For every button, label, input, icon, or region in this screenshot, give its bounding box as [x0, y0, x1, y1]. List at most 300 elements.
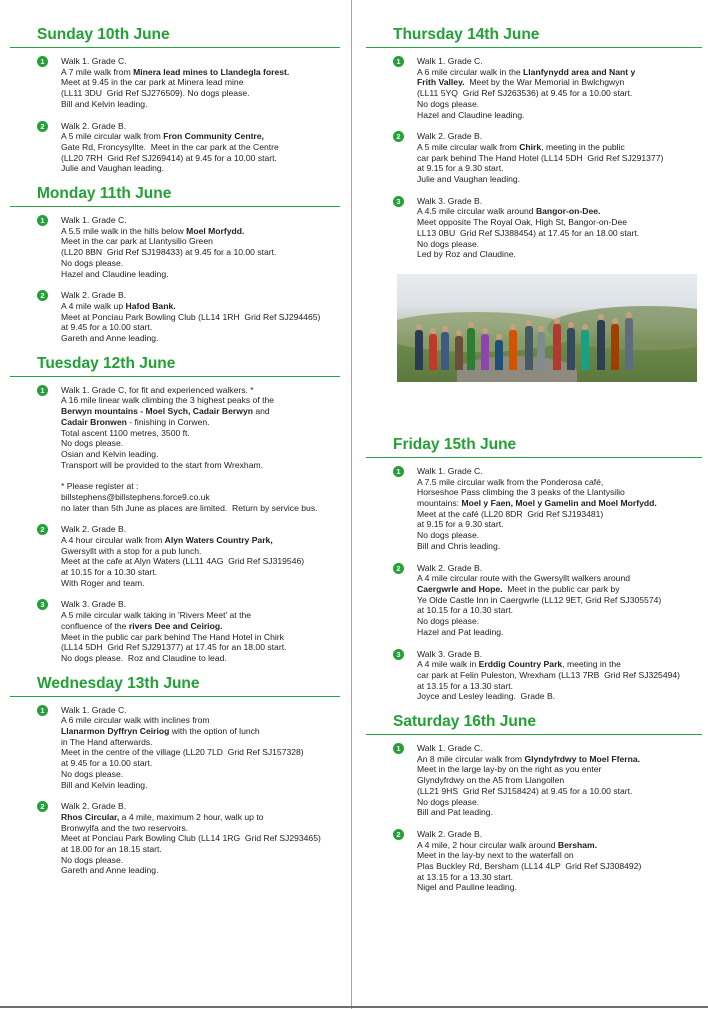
walk-location-text: Bersham.: [557, 839, 598, 850]
walker-figure: [415, 330, 423, 370]
walk-text-line: [61, 236, 340, 247]
walk-text-line: [61, 460, 340, 471]
walk-text: Walk 1. Grade C.: [61, 215, 127, 226]
walk-text: Total ascent 1100 metres, 3500 ft.: [61, 427, 190, 438]
walk-location-text: Berwyn mountains - Moel Sych, Cadair Berwyn: [61, 406, 253, 417]
walk-text-line: [61, 438, 340, 449]
walk-text-line: [61, 653, 340, 664]
walk-text: Meet at Ponciau Park Bowling Club (LL14 1RH Grid Ref SJ294465): [61, 311, 321, 322]
walk-text: A 7.5 mile circular walk from the Ponderosa café,: [417, 476, 604, 487]
walk-text-line: [61, 844, 340, 855]
walk-number-badge: 3: [393, 649, 404, 660]
walk-text: Bill and Kelvin leading.: [61, 779, 148, 790]
walk-text-line: [61, 812, 340, 823]
walk-text-line: [61, 406, 340, 417]
walk-text-line: [61, 535, 340, 546]
walk-text: No dogs please.: [417, 530, 480, 541]
walk-text-line: [417, 239, 702, 250]
walk-text: A 16 mile linear walk climbing the 3 highest peaks of the: [61, 395, 275, 406]
walk-text: A 4 hour circular walk from: [61, 534, 165, 545]
walk-text: A 4 mile circular route with the Gwersyllt walkers around: [417, 573, 631, 584]
day-heading: Tuesday 12th June: [10, 355, 340, 377]
walk-location-text: Moel y Faen, Moel y Gamelin and Moel Morfydd.: [461, 498, 657, 509]
walk-text: Walk 2. Grade B.: [417, 131, 483, 142]
walk-text: Plas Buckley Rd, Bersham (LL14 4LP Grid Ref SJ308492): [417, 861, 642, 872]
walk-text: Walk 1. Grade C.: [61, 704, 127, 715]
walk-text-line: [417, 595, 702, 606]
walk-text: Led by Roz and Claudine.: [417, 249, 516, 260]
walk-text-line: [61, 258, 340, 269]
walk-text-line: [417, 217, 702, 228]
bottom-rule: [0, 1006, 708, 1008]
walk-text: No dogs please.: [61, 768, 124, 779]
walk-text: Osian and Kelvin leading.: [61, 448, 159, 459]
walk-text-line: [417, 228, 702, 239]
walker-figure: [481, 334, 489, 370]
walk-text-line: [417, 163, 702, 174]
walk-text: Meet in the large lay-by on the right as you enter: [417, 764, 602, 775]
walk-text-line: [61, 833, 340, 844]
walk-text: A 4 mile walk in: [417, 659, 479, 670]
walk-text-line: [417, 681, 702, 692]
walk-text: Gwersyllt with a stop for a pub lunch.: [61, 545, 202, 556]
walk-text-line: [61, 417, 340, 428]
walk-text: at 10.15 for a 10.30 start.: [417, 605, 514, 616]
walker-figure: [597, 320, 605, 370]
walk-entry: [366, 743, 702, 818]
walk-number-badge: 1: [393, 56, 404, 67]
walk-text-line: [61, 322, 340, 333]
walk-number-badge: 1: [393, 743, 404, 754]
day-heading: Saturday 16th June: [366, 713, 702, 735]
walk-text-line: [61, 823, 340, 834]
walk-text-line: [61, 153, 340, 164]
walk-text-line: [61, 449, 340, 460]
walk-text-line: [61, 715, 340, 726]
walk-text-line: [417, 142, 702, 153]
walker-figure: [455, 336, 463, 370]
day-heading: Thursday 14th June: [366, 26, 702, 48]
walk-text: billstephens@billstephens.force9.co.uk: [61, 491, 210, 502]
walk-number-badge: 2: [37, 290, 48, 301]
walk-location-text: Caergwrle and Hope.: [417, 583, 503, 594]
walker-figure: [567, 328, 575, 370]
walk-text-line: [61, 546, 340, 557]
walk-entry: [366, 563, 702, 638]
walk-text-line: [61, 77, 340, 88]
walk-text: [61, 470, 63, 480]
walk-text: , meeting in the public: [541, 141, 625, 152]
walk-text: at 10.15 for a 10.30 start.: [61, 567, 158, 578]
walk-text-line: [417, 153, 702, 164]
walk-text-line: [417, 77, 702, 88]
walk-text-line: [61, 269, 340, 280]
walk-text-line: [417, 764, 702, 775]
walk-text-line: [61, 481, 340, 492]
walk-text: at 9.45 for a 10.00 start.: [61, 322, 153, 333]
walk-number-badge: 2: [393, 131, 404, 142]
walk-number-badge: 2: [37, 524, 48, 535]
walk-text: An 8 mile circular walk from: [417, 753, 525, 764]
walk-text: Bronwylfa and the two reservoirs.: [61, 822, 189, 833]
walk-text: A 4 mile, 2 hour circular walk around: [417, 839, 558, 850]
walk-text: A 5.5 mile walk in the hills below: [61, 225, 187, 236]
walk-text: (LL11 5YQ Grid Ref SJ263536) at 9.45 for a 10.00 start.: [417, 88, 633, 99]
walk-text: Meet at Ponciau Park Bowling Club (LL14 1RG Grid Ref SJ293465): [61, 833, 321, 844]
walk-text: LL13 0BU Grid Ref SJ388454) at 17.45 for an 18.00 start.: [417, 227, 640, 238]
walk-text-line: [61, 142, 340, 153]
walk-text: Ye Olde Castle Inn in Caergwrle (LL12 9ET, Grid Ref SJ305574): [417, 594, 662, 605]
walk-text: No dogs please.: [417, 238, 480, 249]
walk-text: Horseshoe Pass climbing the 3 peaks of the Llantysilio: [417, 487, 625, 498]
walk-entry: [10, 121, 340, 175]
walk-text: Walk 1. Grade C, for fit and experienced walkers. *: [61, 384, 254, 395]
walk-text-line: [417, 487, 702, 498]
walk-text: at 9.15 for a 9.30 start.: [417, 163, 504, 174]
walk-location-text: Minera lead mines to Llandegla forest.: [133, 66, 290, 77]
walk-text: car park behind The Hand Hotel (LL14 5DH Grid Ref SJ291377): [417, 152, 664, 163]
walk-text: Meet at the café (LL20 8DR Grid Ref SJ193481): [417, 508, 604, 519]
walk-text-line: [417, 509, 702, 520]
walk-text-line: [417, 605, 702, 616]
day-section: [366, 436, 702, 702]
walk-text-line: [417, 563, 702, 574]
walk-text: Meet in the lay-by next to the waterfall on: [417, 850, 574, 861]
walk-location-text: Erddig Country Park: [478, 659, 563, 670]
walk-text: Walk 2. Grade B.: [417, 828, 483, 839]
walk-location-text: Chirk: [519, 141, 542, 152]
walker-figure: [495, 340, 503, 370]
walk-entry: [366, 829, 702, 893]
walk-text: in The Hand afterwards.: [61, 736, 153, 747]
walker-figure: [441, 332, 449, 370]
walk-text: Walk 1. Grade C.: [417, 56, 483, 66]
walk-text: Walk 3. Grade B.: [417, 648, 483, 659]
walker-figure: [525, 326, 533, 370]
walk-text: Meet at 9.45 in the car park at Minera lead mine: [61, 77, 244, 88]
walker-figure: [581, 330, 589, 370]
walk-text-line: [417, 249, 702, 260]
walk-text: (LL11 3DU Grid Ref SJ276509). No dogs please.: [61, 88, 250, 99]
walk-text: Transport will be provided to the start from Wrexham.: [61, 459, 264, 470]
walker-figure: [611, 324, 619, 370]
walk-text-line: [417, 519, 702, 530]
walk-text: car park at Felin Puleston, Wrexham (LL13 7RB Grid Ref SJ325494): [417, 669, 681, 680]
walk-entry: [10, 524, 340, 588]
walk-entry: [366, 649, 702, 703]
walk-text: A 5 mile circular walk taking in 'Rivers Meet' at the: [61, 610, 252, 621]
walk-text: No dogs please.: [61, 257, 124, 268]
walk-text-line: [61, 226, 340, 237]
walk-text-line: [417, 659, 702, 670]
day-section: [366, 26, 702, 260]
walk-text: at 13.15 for a 13.30 start.: [417, 680, 514, 691]
walk-text: Walk 2. Grade B.: [61, 290, 127, 301]
right-column: [366, 26, 702, 904]
walk-text: Walk 2. Grade B.: [61, 524, 127, 535]
walk-text-line: [61, 578, 340, 589]
walker-figure: [467, 328, 475, 370]
walk-text: No dogs please.: [417, 796, 480, 807]
walk-text-line: [61, 121, 340, 132]
walk-location-text: Bangor-on-Dee.: [535, 206, 601, 217]
walk-location-text: Frith Valley.: [417, 77, 465, 88]
walk-text: at 13.15 for a 13.30 start.: [417, 871, 514, 882]
walk-text: (LL20 8BN Grid Ref SJ198433) at 9.45 for a 10.00 start.: [61, 247, 277, 258]
walk-text-line: [61, 503, 340, 514]
walk-text: Meet opposite The Royal Oak, High St, Bangor-on-Dee: [417, 217, 628, 228]
walk-text-line: [61, 428, 340, 439]
walk-text: Meet at the cafe at Alyn Waters (LL11 4AG Grid Ref SJ319546): [61, 556, 305, 567]
walk-text: Walk 2. Grade B.: [61, 801, 127, 812]
walk-text-line: [417, 861, 702, 872]
walk-location-text: Fron Community Centre,: [163, 131, 264, 142]
walk-text-line: [61, 780, 340, 791]
walk-text-line: [61, 621, 340, 632]
walk-text-line: [61, 290, 340, 301]
walk-text-line: [61, 301, 340, 312]
walk-location-text: Llanarmon Dyffryn Ceiriog: [61, 726, 170, 737]
walk-text-line: [61, 705, 340, 716]
walk-text-line: [61, 470, 340, 481]
walk-text: (LL20 7RH Grid Ref SJ269414) at 9.45 for a 10.00 start.: [61, 152, 277, 163]
walk-text: mountains:: [417, 498, 462, 509]
walk-text: Hazel and Pat leading.: [417, 626, 504, 637]
walk-text-line: [417, 573, 702, 584]
walk-text-line: [417, 743, 702, 754]
walk-text: Nigel and Pauline leading.: [417, 882, 517, 893]
walk-text: Bill and Chris leading.: [417, 540, 501, 551]
walk-text-line: [61, 737, 340, 748]
walk-text: A 5 mile circular walk from: [61, 131, 164, 142]
walk-text-line: [417, 196, 702, 207]
walk-text-line: [61, 247, 340, 258]
walker-figure: [429, 334, 437, 370]
walk-text: Walk 2. Grade B.: [61, 120, 127, 131]
walk-text-line: [61, 67, 340, 78]
day-section: [10, 26, 340, 174]
walk-text: Bill and Pat leading.: [417, 807, 493, 818]
walk-location-text: Moel Morfydd.: [186, 225, 245, 236]
walk-text-line: [417, 829, 702, 840]
walk-text-line: [417, 110, 702, 121]
walk-text-line: [61, 492, 340, 503]
walk-text-line: [61, 758, 340, 769]
walk-entry: [10, 290, 340, 344]
walk-text: Julie and Vaughan leading.: [417, 174, 521, 185]
walk-text: , meeting in the: [562, 659, 621, 670]
walk-text: a 4 mile, maximum 2 hour, walk up to: [119, 811, 264, 822]
day-heading: Wednesday 13th June: [10, 675, 340, 697]
walk-number-badge: 1: [393, 466, 404, 477]
walk-text: No dogs please. Roz and Claudine to lead.: [61, 652, 227, 663]
walk-entry: [10, 56, 340, 110]
walk-text: A 4.5 mile circular walk around: [417, 206, 536, 217]
walk-text: A 6 mile circular walk in the: [417, 66, 524, 77]
walk-text: and: [252, 406, 270, 417]
walk-text: (LL14 5DH Grid Ref SJ291377) at 17.45 for an 18.00 start.: [61, 642, 287, 653]
walk-text: Meet by the War Memorial in Bwlchgwyn: [464, 77, 625, 88]
walk-text: Glyndyfrdwy on the A5 from Llangollen: [417, 775, 565, 786]
walker-figure: [625, 318, 633, 370]
walk-entry: [10, 215, 340, 279]
walk-text-line: [417, 627, 702, 638]
walk-text-line: [417, 882, 702, 893]
walk-text-line: [61, 524, 340, 535]
day-list: [366, 436, 702, 893]
day-list: [10, 26, 340, 876]
walk-text-line: [61, 88, 340, 99]
walk-text: Hazel and Claudine leading.: [61, 268, 169, 279]
walk-text-line: [61, 333, 340, 344]
walk-text-line: [61, 385, 340, 396]
walk-text: confluence of the: [61, 620, 129, 631]
walk-text: Walk 2. Grade B.: [417, 562, 483, 573]
walk-text: Meet in the public car park behind The Hand Hotel in Chirk: [61, 631, 284, 642]
walk-text-line: [61, 610, 340, 621]
walk-text: at 9.45 for a 10.00 start.: [61, 758, 153, 769]
walk-text: Meet in the public car park by: [502, 583, 620, 594]
day-section: [10, 355, 340, 664]
walk-text: Gareth and Anne leading.: [61, 865, 159, 876]
walk-text-line: [61, 131, 340, 142]
walk-number-badge: 1: [37, 215, 48, 226]
walk-text: at 18.00 for an 18.15 start.: [61, 844, 162, 855]
day-list: [366, 26, 702, 260]
walk-text: No dogs please.: [417, 98, 480, 109]
walk-text-line: [61, 865, 340, 876]
walk-text-line: [417, 541, 702, 552]
walk-text: with the option of lunch: [169, 726, 260, 737]
day-heading: Friday 15th June: [366, 436, 702, 458]
walk-text: Walk 1. Grade C.: [417, 743, 483, 754]
walk-text-line: [61, 163, 340, 174]
walk-entry: [366, 131, 702, 185]
walk-text-line: [417, 174, 702, 185]
walk-number-badge: 2: [37, 121, 48, 132]
walk-text-line: [61, 599, 340, 610]
walk-text-line: [417, 754, 702, 765]
walk-text-line: [417, 840, 702, 851]
walk-text: at 9.15 for a 9.30 start.: [417, 519, 504, 530]
walk-text-line: [61, 726, 340, 737]
walk-text: With Roger and team.: [61, 577, 145, 588]
walk-text-line: [61, 801, 340, 812]
walk-text-line: [417, 530, 702, 541]
walk-text-line: [417, 850, 702, 861]
walk-entry: [366, 466, 702, 552]
walk-text: Walk 3. Grade B.: [417, 195, 483, 206]
walk-text: Gareth and Anne leading.: [61, 333, 159, 344]
walk-text: No dogs please.: [61, 854, 124, 865]
walk-text-line: [417, 797, 702, 808]
walk-text-line: [61, 567, 340, 578]
walk-text-line: [61, 642, 340, 653]
walk-text: * Please register at :: [61, 481, 139, 492]
walk-text: Walk 1. Grade C.: [417, 465, 483, 476]
walk-text-line: [417, 56, 702, 67]
walk-text: Joyce and Lesley leading. Grade B.: [417, 691, 556, 702]
walk-text-line: [61, 99, 340, 110]
walk-text: Hazel and Claudine leading.: [417, 109, 525, 120]
walk-text-line: [417, 99, 702, 110]
walk-text-line: [417, 584, 702, 595]
walk-number-badge: 3: [393, 196, 404, 207]
walk-text-line: [417, 498, 702, 509]
walk-entry: [10, 385, 340, 513]
walk-text-line: [61, 215, 340, 226]
walk-location-text: Cadair Bronwen: [61, 416, 127, 427]
walk-location-text: rivers Dee and Ceiriog.: [128, 620, 223, 631]
walk-number-badge: 1: [37, 705, 48, 716]
walk-text: Walk 3. Grade B.: [61, 599, 127, 610]
walk-text: Gate Rd, Froncysyllte. Meet in the car park at the Centre: [61, 141, 279, 152]
day-section: [10, 185, 340, 344]
walker-figure: [537, 332, 545, 370]
walk-text-line: [417, 67, 702, 78]
walk-text-line: [61, 855, 340, 866]
walk-text-line: [61, 56, 340, 67]
walk-text: A 6 mile circular walk with inclines from: [61, 715, 210, 726]
walk-text-line: [417, 88, 702, 99]
walk-text-line: [417, 807, 702, 818]
walk-text: Meet in the car park at Llantysilio Green: [61, 236, 213, 247]
walk-text: no later than 5th June as places are limited. Return by service bus.: [61, 502, 318, 513]
walker-figure: [553, 324, 561, 370]
day-section: [10, 675, 340, 877]
walk-text: No dogs please.: [417, 616, 480, 627]
walk-text: A 4 mile walk up: [61, 300, 126, 311]
walk-text: A 7 mile walk from: [61, 66, 134, 77]
walk-entry: [10, 599, 340, 663]
walk-text: Meet in the centre of the village (LL20 7LD Grid Ref SJ157328): [61, 747, 304, 758]
walk-number-badge: 2: [393, 563, 404, 574]
walk-text: Bill and Kelvin leading.: [61, 98, 148, 109]
walk-number-badge: 2: [37, 801, 48, 812]
walk-text-line: [417, 206, 702, 217]
walk-text-line: [417, 775, 702, 786]
walk-text: (LL21 9HS Grid Ref SJ158424) at 9.45 for a 10.00 start.: [417, 785, 633, 796]
walk-text-line: [417, 670, 702, 681]
walk-text-line: [417, 477, 702, 488]
group-photo: [397, 274, 697, 382]
walker-figure: [509, 330, 517, 370]
walk-number-badge: 1: [37, 56, 48, 67]
walk-text-line: [417, 131, 702, 142]
walk-text-line: [417, 466, 702, 477]
walk-text-line: [61, 312, 340, 323]
walk-location-text: Alyn Waters Country Park,: [164, 534, 273, 545]
walk-text-line: [417, 616, 702, 627]
column-divider: [351, 0, 352, 1009]
walk-entry: [366, 196, 702, 260]
walk-text: Julie and Vaughan leading.: [61, 163, 165, 174]
walk-entry: [10, 801, 340, 876]
walk-text-line: [61, 747, 340, 758]
walk-location-text: Llanfynydd area and Nant y: [523, 66, 636, 77]
walk-location-text: Rhos Circular,: [61, 811, 120, 822]
walk-number-badge: 1: [37, 385, 48, 396]
walk-location-text: Hafod Bank.: [125, 300, 176, 311]
walk-text-line: [61, 769, 340, 780]
walk-text-line: [417, 649, 702, 660]
walk-text: - finishing in Corwen.: [126, 416, 210, 427]
walk-text-line: [61, 632, 340, 643]
walk-text-line: [417, 786, 702, 797]
walk-entry: [366, 56, 702, 120]
walk-text: No dogs please.: [61, 438, 124, 449]
walk-number-badge: 3: [37, 599, 48, 610]
